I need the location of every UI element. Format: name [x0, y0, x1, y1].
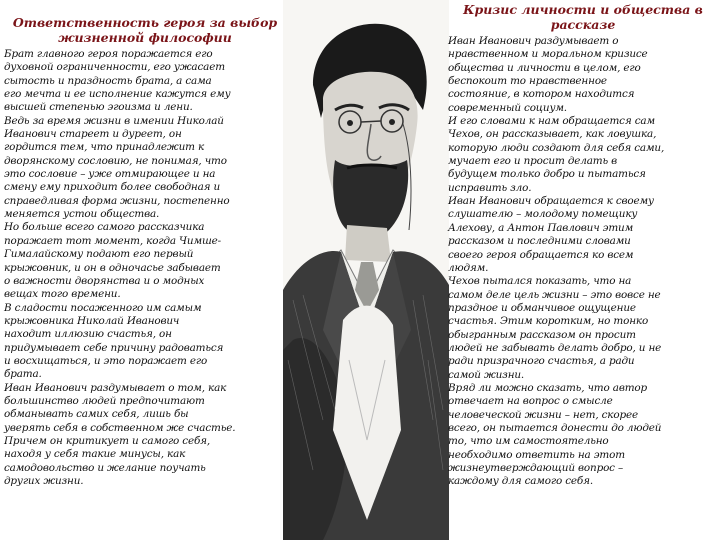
- left-column: [4, 0, 286, 488]
- right-title: Кризис личности и общества в рассказе: [463, 2, 703, 32]
- left-title: Ответственность героя за выбор жизненной философии: [12, 15, 278, 45]
- portrait-image: [283, 0, 449, 540]
- left-body-text: Брат главного героя поражается его духовной ограниченности, его ужасает сытость и праздность брата, а сама его мечта и ее исполнение кажутся ему высшей степенью эгоизма и лени. Ведь за время жизни в имении Николай Иванович стареет и дуреет, он гордится тем, что принадлежит к дворянскому сословию, не понимая, что это сословие – уже отмирающее и на смену ему приходит более свободная и справедливая форма жизни, постепенно меняется устои общества. Но больше всего самого рассказчика поражает тот момент, когда Чимше- Гималайскому подают его первый крыжовник, и он в одночасье забывает о важности дворянства и о модных вещах того времени. В сладости посаженного им самым крыжовника Николай Иванович находит иллюзию счастья, он придумывает себе причину радоваться и восхищаться, и это поражает его брата. Иван Иванович раздумывает о том, как большинство людей предпочитают обманывать самих себя, лишь бы уверять себя в собственном же счастье. Причем он критикует и самого себя, находя у себя такие минусы, как самодовольство и желание поучать других жизни.: [4, 48, 236, 487]
- right-body-text: Иван Иванович раздумывает о нравственном и моральном кризисе общества и личности в целом, его беспокоит то нравственное состояние, в котором находится современный социум. И его словами к нам обращается сам Чехов, он рассказывает, как ловушка, которую люди создают для себя сами, мучает его и просит делать в будущем только добро и пытаться исправить зло. Иван Иванович обращается к своему слушателю – молодому помещику Алехову, а Антон Павлович этим рассказом и последними словами своего героя обращается ко всем людям. Чехов пытался показать, что на самом деле цель жизни – это вовсе не праздное и обманчивое ощущение счастья. Этим коротким, но тонко обыгранным рассказом он просит людей не забывать делать добро, и не ради призрачного счастья, а ради самой жизни. Вряд ли можно сказать, что автор отвечает на вопрос о смысле человеческой жизни – нет, скорее всего, он пытается донести до людей то, что им самостоятельно необходимо ответить на этот жизнеутверждающий вопрос – каждому для самого себя.: [448, 35, 665, 488]
- right-column: [448, 0, 718, 489]
